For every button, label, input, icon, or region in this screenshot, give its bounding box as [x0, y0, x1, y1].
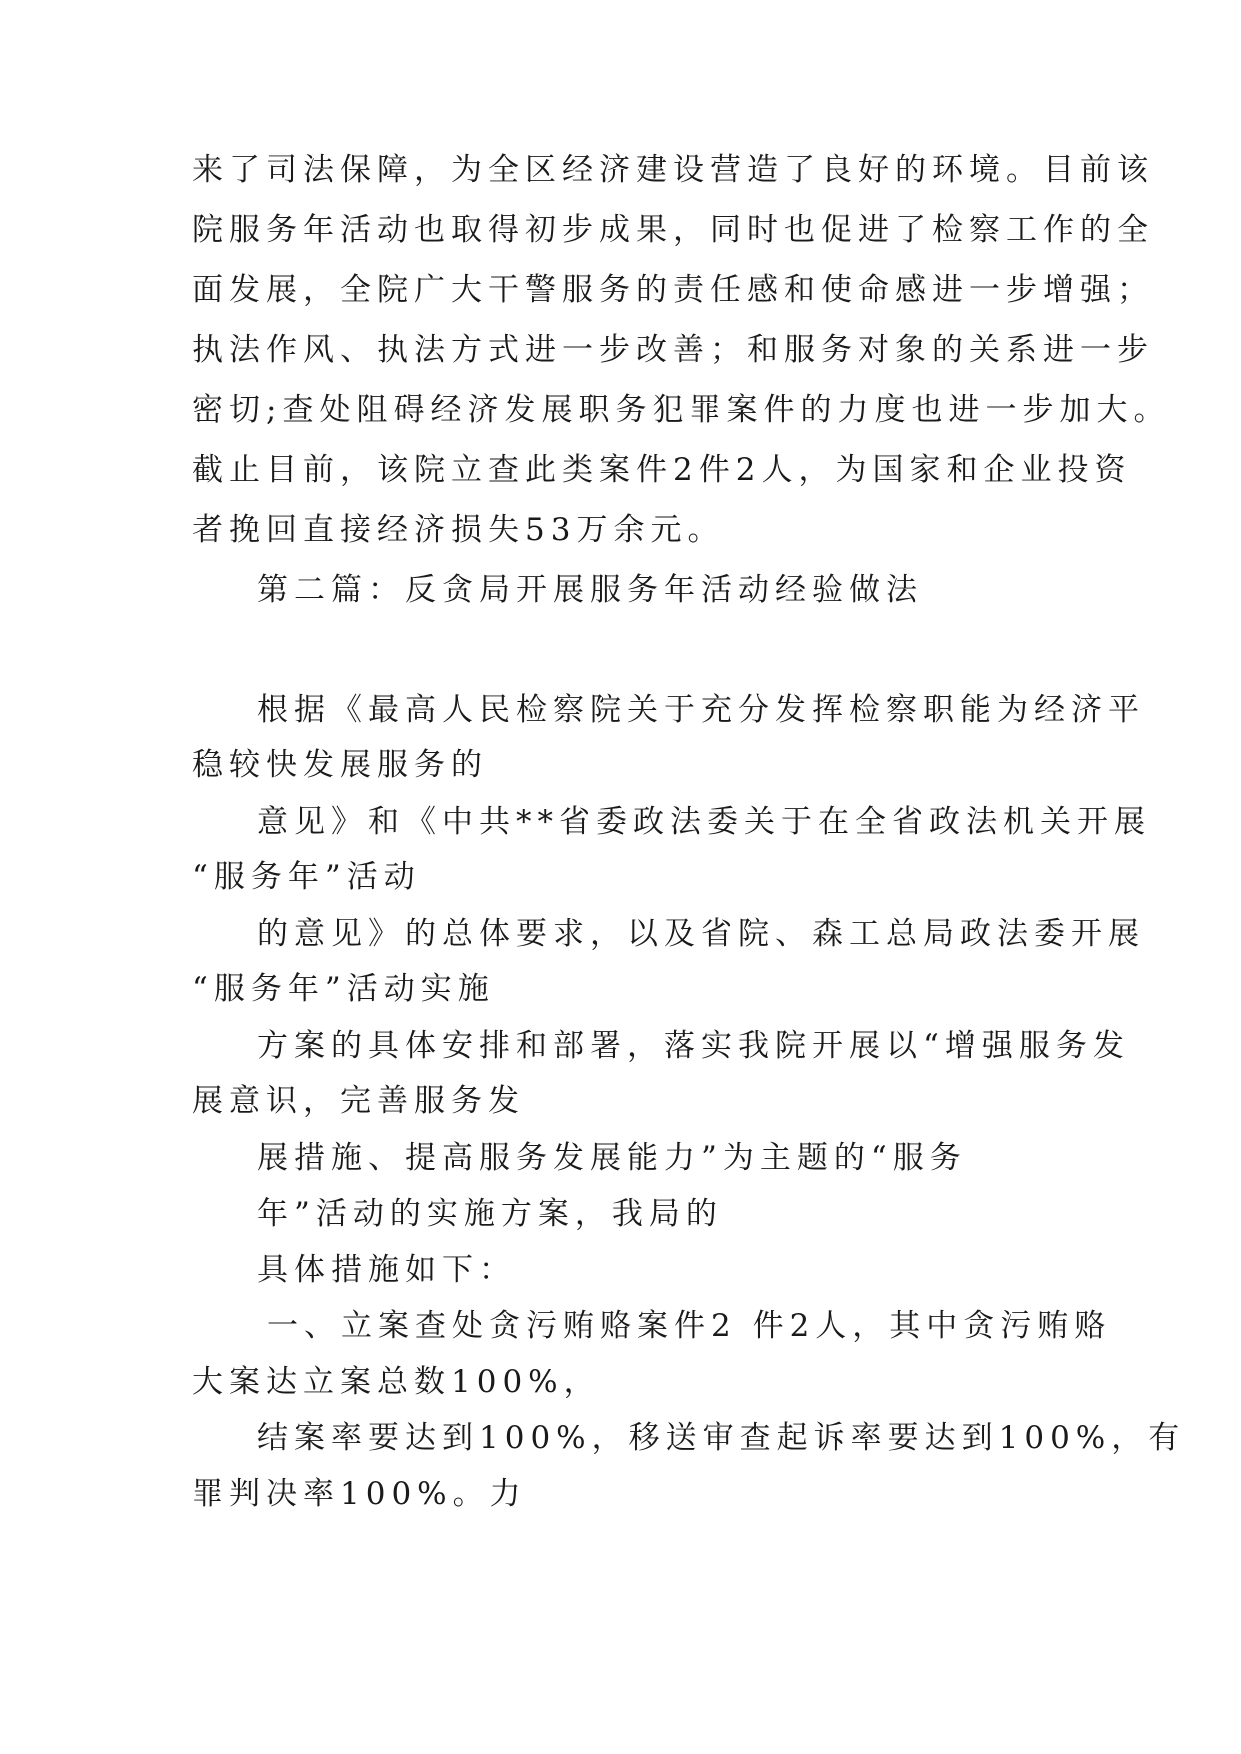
section-heading: 第二篇：反贪局开展服务年活动经验做法: [257, 572, 923, 608]
paragraph-line: 执法作风、执法方式进一步改善；和服务对象的关系进一步: [192, 332, 1154, 368]
paragraph-line: 截止目前，该院立查此类案件2件2人，为国家和企业投资: [192, 452, 1132, 488]
paragraph-line: 面发展，全院广大干警服务的责任感和使命感进一步增强；: [192, 272, 1154, 308]
paragraph-line: 密切;查处阻碍经济发展职务犯罪案件的力度也进一步加大。: [192, 392, 1171, 428]
paragraph-line: 稳较快发展服务的: [192, 747, 488, 783]
paragraph-line: 具体措施如下：: [257, 1252, 516, 1288]
paragraph-line: 年”活动的实施方案，我局的: [257, 1196, 723, 1232]
paragraph-line: 意见》和《中共**省委政法委关于在全省政法机关开展: [257, 804, 1151, 840]
paragraph-line: 罪判决率100%。力: [192, 1476, 527, 1512]
paragraph-line: 来了司法保障，为全区经济建设营造了良好的环境。目前该: [192, 152, 1154, 188]
paragraph-line: 一、立案查处贪污贿赂案件2 件2人，其中贪污贿赂: [267, 1308, 1112, 1344]
paragraph-line: “服务年”活动: [192, 859, 421, 895]
paragraph-line: 的意见》的总体要求，以及省院、森工总局政法委开展: [257, 916, 1145, 952]
paragraph-line: 者挽回直接经济损失53万余元。: [192, 512, 725, 548]
paragraph-line: 院服务年活动也取得初步成果，同时也促进了检察工作的全: [192, 212, 1154, 248]
paragraph-line: 展意识，完善服务发: [192, 1083, 525, 1119]
paragraph-line: 大案达立案总数100%，: [192, 1364, 601, 1400]
paragraph-line: 结案率要达到100%，移送审查起诉率要达到100%，有: [257, 1420, 1186, 1456]
paragraph-line: “服务年”活动实施: [192, 971, 495, 1007]
paragraph-line: 方案的具体安排和部署，落实我院开展以“增强服务发: [257, 1028, 1130, 1064]
paragraph-line: 展措施、提高服务发展能力”为主题的“服务: [257, 1140, 967, 1176]
paragraph-line: 根据《最高人民检察院关于充分发挥检察职能为经济平: [257, 692, 1145, 728]
